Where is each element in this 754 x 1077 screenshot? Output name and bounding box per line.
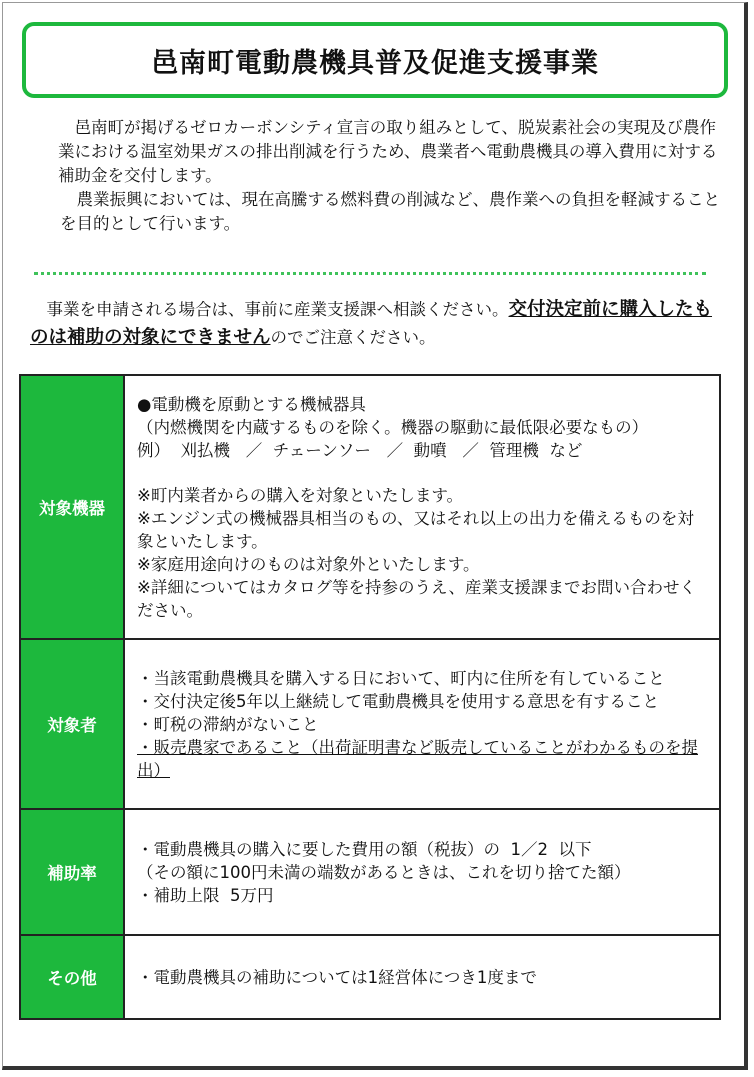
label-equipment: 対象機器 [20, 375, 124, 639]
label-rate: 補助率 [20, 809, 124, 935]
intro-paragraph-2: 農業振興においては、現在高騰する燃料費の削減など、農作業への負担を軽減することを目的として行います。 [60, 190, 720, 233]
equipment-line-2: （内燃機関を内蔵するものを除く。機器の駆動に最低限必要なもの） [137, 417, 649, 437]
eligible-line-2: ・交付決定後5年以上継続して電動農機具を使用する意思を有すること [137, 691, 659, 711]
row-equipment [20, 375, 720, 639]
content-rate [124, 809, 720, 935]
intro-paragraph-1: 邑南町が掲げるゼロカーボンシティ宣言の取り組みとして、脱炭素社会の実現及び農作業における温室効果ガスの排出削減を行うため、農業者へ電動農機具の導入費用に対する補助金を交付します。 [58, 118, 718, 185]
equipment-line-1: ●電動機を原動とする機械器具 [137, 394, 366, 414]
content-equipment [124, 375, 720, 639]
row-rate [20, 809, 720, 935]
notice-emphasis: 交付決定前に購入したものは補助の対象にできません [30, 299, 713, 348]
eligible-line-3: ・町税の滞納がないこと [137, 714, 319, 734]
rate-line-2: （その額に100円未満の端数があるときは、これを切り捨てた額） [137, 862, 631, 882]
dotted-divider [34, 272, 706, 275]
row-other [20, 935, 720, 1019]
eligible-line-4: ・販売農家であること（出荷証明書など販売していることがわかるものを提出） [137, 737, 698, 780]
row-eligible [20, 639, 720, 809]
content-other [124, 935, 720, 1019]
intro-section [60, 116, 720, 236]
title-box [22, 22, 728, 98]
notice-pre: 事業を申請される場合は、事前に産業支援課へ相談ください。 [46, 300, 509, 319]
notice-text [30, 296, 720, 352]
label-eligible: 対象者 [20, 639, 124, 809]
equipment-line-4: ※町内業者からの購入を対象といたします。 [137, 485, 464, 505]
rate-line-3: ・補助上限 5万円 [137, 885, 274, 905]
label-other: その他 [20, 935, 124, 1019]
eligible-line-1: ・当該電動農機具を購入する日において、町内に住所を有していること [137, 668, 665, 688]
equipment-line-3: 例） 刈払機 ／ チェーンソー ／ 動噴 ／ 管理機 など [137, 440, 583, 460]
other-line-1: ・電動農機具の補助については1経営体につき1度まで [137, 967, 537, 987]
page-title: 邑南町電動農機具普及促進支援事業 [151, 47, 599, 79]
equipment-line-7: ※詳細についてはカタログ等を持参のうえ、産業支援課までお問い合わせください。 [137, 577, 696, 620]
equipment-line-5: ※エンジン式の機械器具相当のもの、又はそれ以上の出力を備えるものを対象といたします。 [137, 508, 694, 551]
content-eligible [124, 639, 720, 809]
notice-post: のでご注意ください。 [270, 328, 436, 347]
equipment-line-6: ※家庭用途向けのものは対象外といたします。 [137, 554, 480, 574]
rate-line-1: ・電動農機具の購入に要した費用の額（税抜）の 1／2 以下 [137, 839, 592, 859]
info-table [19, 374, 721, 1020]
